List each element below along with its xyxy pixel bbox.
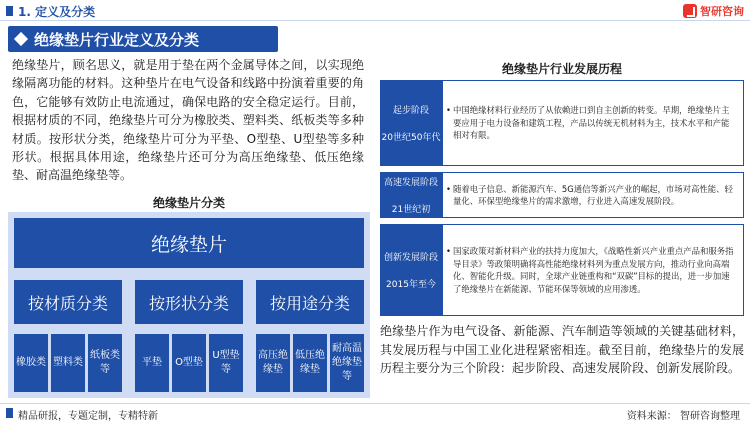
category-material: 按材质分类 <box>14 280 122 324</box>
stage-3-text: • 国家政策对新材料产业的扶持力度加大，《战略性新兴产业重点产品和服务指导目录》等政策明确将高性能绝缘材料列为重点发展方向，推动行业向高端化、智能化升级。同时，全球产业链重构和“双碳”目标的提出，进一步加速了绝缘垫片在新能源、节能环保等领域的应用渗透。 <box>453 245 737 295</box>
leaf-flat: 平垫 <box>135 334 169 392</box>
stage-2-label-text <box>380 172 442 218</box>
history-title: 绝缘垫片行业发展历程 <box>501 62 622 76</box>
footer-source: 资料来源： 智研咨询整理 <box>626 411 740 422</box>
leaf-u-type: U型垫等 <box>209 334 243 392</box>
classification-title: 绝缘垫片分类 <box>152 196 225 210</box>
brand-logo <box>683 2 744 20</box>
logo-icon <box>683 4 697 18</box>
stage-1-label <box>380 80 442 166</box>
footer-indicator <box>6 408 13 418</box>
stage-1-name: 起步阶段 <box>392 106 429 116</box>
stage-2-description <box>442 172 744 218</box>
diamond-icon <box>14 32 28 46</box>
leaf-o-type: O型垫 <box>172 334 206 392</box>
leaf-plastic: 塑料类 <box>51 334 85 392</box>
logo-text: 智研咨询 <box>700 5 744 18</box>
leaf-paperboard: 纸板类等 <box>88 334 122 392</box>
header-divider <box>0 20 750 21</box>
leaf-high-temp: 耐高温绝缘垫等 <box>330 334 364 392</box>
page-title-banner <box>8 26 278 52</box>
footer-divider <box>0 403 750 404</box>
top-bar <box>0 0 750 22</box>
stage-3-name: 创新发展阶段 <box>383 253 438 263</box>
stage-3-description <box>442 224 744 316</box>
history-summary: 绝缘垫片作为电气设备、新能源、汽车制造等领域的关键基础材料，其发展历程与中国工业化进程紧密相连。截至目前，绝缘垫片的发展历程主要分为三个阶段：起步阶段、高速发展阶段、创新发展阶段。 <box>380 324 744 376</box>
stage-3-period: 2015年至今 <box>386 280 436 290</box>
stage-2-text: • 随着电子信息、新能源汽车、5G通信等新兴产业的崛起，市场对高性能、轻量化、环保型绝缘垫片的需求激增，行业进入高速发展阶段。 <box>453 183 737 208</box>
stage-3-label <box>380 224 442 316</box>
category-shape: 按形状分类 <box>135 280 243 324</box>
category-usage: 按用途分类 <box>256 280 364 324</box>
stage-2-period: 21世纪初 <box>391 205 431 215</box>
section-indicator <box>6 6 13 16</box>
definition-paragraph: 绝缘垫片，顾名思义，就是用于垫在两个金属导体之间，以实现绝缘隔离功能的材料。这种垫片在电气设备和线路中扮演着重要的角色，它能够有效防止电流通过，确保电路的安全稳定运行。目前，根据材质的不同，绝缘垫片可分为橡胶类、塑料类、纸板类等多种材质。按形状分类，绝缘垫片可分为平垫、O型垫、U型垫等多种形状。根据具体用途，绝缘垫片还可分为高压绝缘垫、低压绝缘垫、耐高温绝缘垫等。 <box>12 58 364 183</box>
stage-1-period: 20世纪50年代 <box>381 133 441 143</box>
stage-2-name: 高速发展阶段 <box>383 178 438 188</box>
stage-1-text: • 中国绝缘材料行业经历了从依赖进口到自主创新的转变。早期，绝缘垫片主要应用于电力设备和建筑工程，产品以传统无机材料为主，技术水平和产能相对有限。 <box>453 104 737 142</box>
section-heading: 1. 定义及分类 <box>18 5 96 19</box>
footer-slogan: 精品研报，专题定制，专精特新 <box>18 411 158 422</box>
page-title: 绝缘垫片行业定义及分类 <box>34 31 200 49</box>
leaf-low-voltage: 低压绝缘垫 <box>293 334 327 392</box>
stage-1-description <box>442 80 744 166</box>
classification-root: 绝缘垫片 <box>14 218 364 268</box>
leaf-high-voltage: 高压绝缘垫 <box>256 334 290 392</box>
leaf-rubber: 橡胶类 <box>14 334 48 392</box>
